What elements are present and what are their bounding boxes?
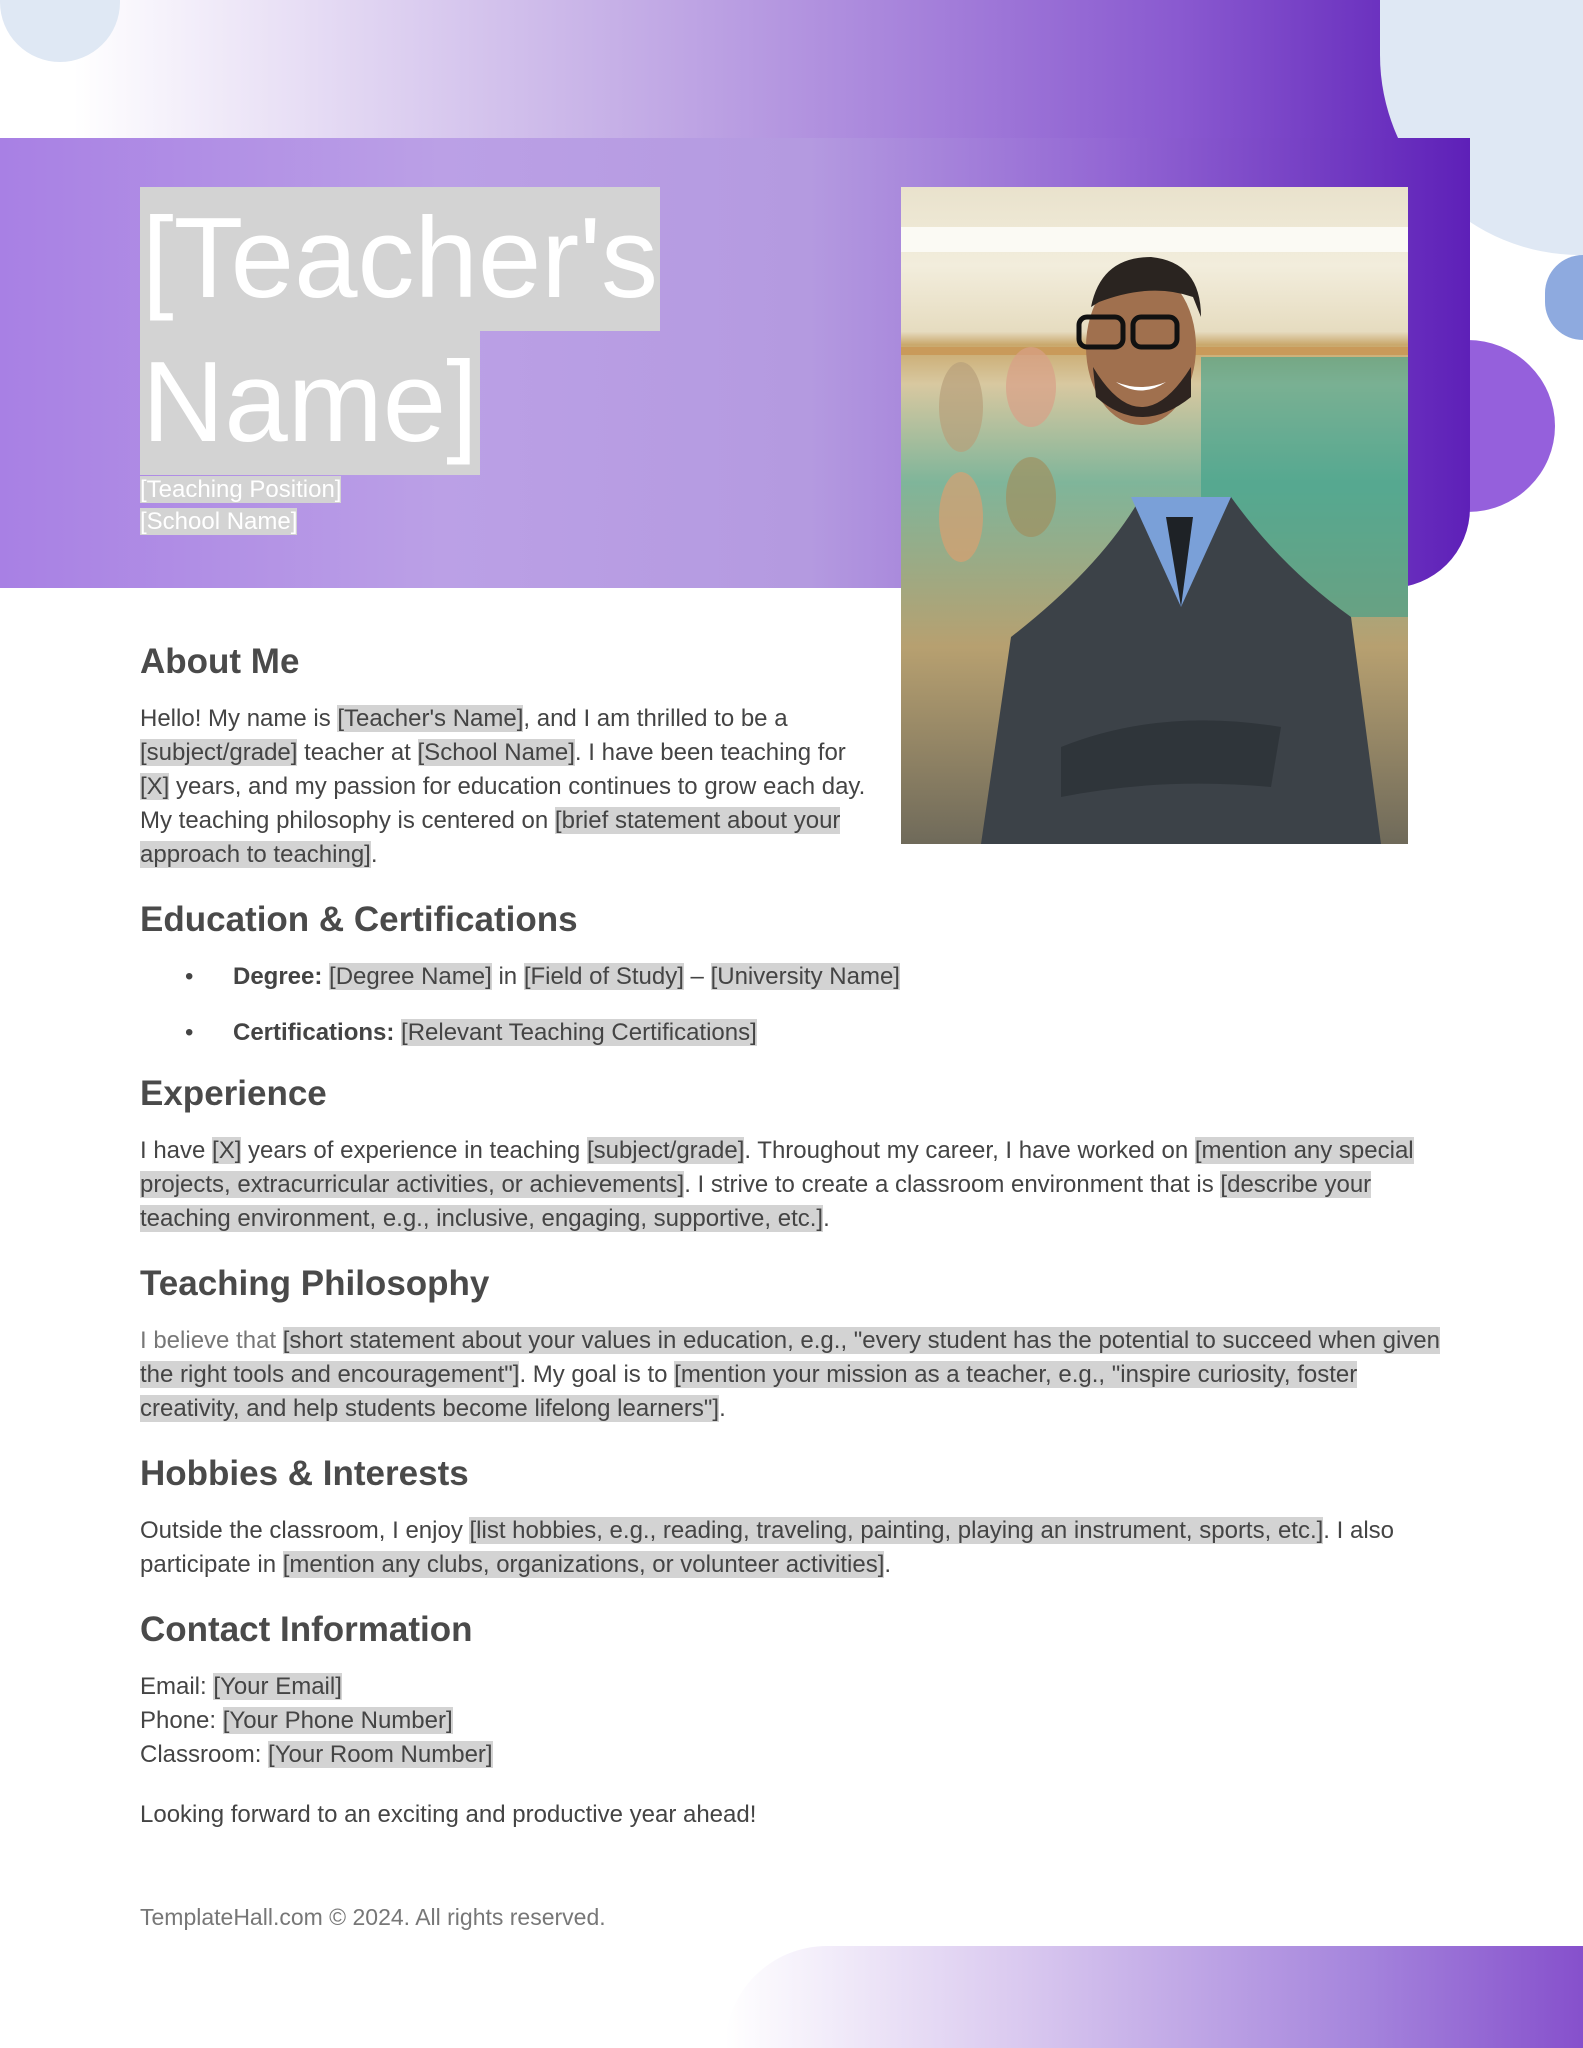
list-item	[140, 1016, 1440, 1050]
text: , and I am thrilled to be a	[523, 705, 788, 732]
text: I believe that	[140, 1327, 283, 1354]
text: . My goal is to	[519, 1361, 675, 1388]
contact-lines	[140, 1670, 1440, 1772]
header-gradient-top	[0, 0, 1470, 140]
list-item	[140, 960, 1440, 994]
teaching-position: [Teaching Position]	[140, 476, 342, 503]
placeholder: [Relevant Teaching Certifications]	[401, 1019, 757, 1046]
contact-heading: Contact Information	[140, 1610, 473, 1649]
placeholder: [subject/grade]	[140, 739, 298, 766]
experience-section	[140, 1072, 1440, 1236]
text: Outside the classroom, I enjoy	[140, 1517, 470, 1544]
text: .	[884, 1551, 892, 1578]
school-name: [School Name]	[140, 508, 298, 535]
label: Certifications:	[233, 1019, 395, 1046]
text: . Throughout my career, I have worked on	[744, 1137, 1195, 1164]
hobbies-section	[140, 1452, 1440, 1582]
education-section	[140, 898, 1440, 1050]
teacher-name-title	[140, 187, 660, 475]
text: I have	[140, 1137, 213, 1164]
text: . I strive to create a classroom environment that is	[684, 1171, 1221, 1198]
philosophy-paragraph	[140, 1324, 1440, 1426]
placeholder: [list hobbies, e.g., reading, traveling, painting, playing an instrument, sports, etc.]	[469, 1517, 1324, 1544]
text: teacher at	[297, 739, 418, 766]
placeholder: [X]	[212, 1137, 242, 1164]
document-body	[140, 640, 1440, 1858]
subtitle	[140, 474, 341, 538]
phone-placeholder: [Your Phone Number]	[222, 1707, 453, 1734]
text: years of experience in teaching	[241, 1137, 587, 1164]
hobbies-heading: Hobbies & Interests	[140, 1454, 469, 1493]
decor-circle	[1545, 255, 1583, 340]
experience-paragraph	[140, 1134, 1440, 1236]
placeholder: [mention your mission as a teacher, e.g., "inspire curiosity, foster creativity, and help students become lifelong learners"]	[140, 1361, 1358, 1422]
about-heading: About Me	[140, 642, 300, 681]
text: Hello! My name is	[140, 705, 338, 732]
name-line-2: Name]	[140, 331, 480, 475]
text: –	[683, 963, 711, 990]
label: Phone:	[140, 1707, 223, 1734]
placeholder: [X]	[140, 773, 170, 800]
text: .	[823, 1205, 830, 1232]
placeholder: [Field of Study]	[523, 963, 684, 990]
about-paragraph	[140, 702, 870, 872]
text: .	[370, 841, 378, 868]
philosophy-section	[140, 1262, 1440, 1426]
experience-heading: Experience	[140, 1074, 327, 1113]
footer-gradient	[725, 1946, 1583, 2048]
placeholder: [Degree Name]	[329, 963, 492, 990]
name-line-1: [Teacher's	[140, 187, 660, 331]
education-heading: Education & Certifications	[140, 900, 578, 939]
placeholder: [subject/grade]	[586, 1137, 745, 1164]
about-section	[140, 640, 870, 872]
footer-copyright: TemplateHall.com © 2024. All rights reserved.	[140, 1904, 606, 1930]
email-placeholder: [Your Email]	[213, 1673, 342, 1700]
philosophy-heading: Teaching Philosophy	[140, 1264, 490, 1303]
placeholder: [University Name]	[710, 963, 900, 990]
label: Degree:	[233, 963, 323, 990]
text: . I also participate in	[140, 1517, 1394, 1578]
placeholder: [School Name]	[417, 739, 575, 766]
placeholder: [Teacher's Name]	[337, 705, 524, 732]
placeholder: [mention any clubs, organizations, or volunteer activities]	[282, 1551, 885, 1578]
room-placeholder: [Your Room Number]	[268, 1741, 493, 1768]
placeholder: [mention any special projects, extracurricular activities, or achievements]	[140, 1137, 1414, 1198]
contact-section	[140, 1608, 1440, 1832]
text: . I have been teaching for	[574, 739, 846, 766]
text: in	[491, 963, 524, 990]
label: Classroom:	[140, 1741, 269, 1768]
closing-line: Looking forward to an exciting and productive year ahead!	[140, 1801, 757, 1828]
placeholder: [describe your teaching environment, e.g., inclusive, engaging, supportive, etc.]	[140, 1171, 1372, 1232]
placeholder: [brief statement about your approach to teaching]	[140, 807, 841, 868]
text: years, and my passion for education continues to grow each day. My teaching philosophy is centered on	[140, 773, 866, 834]
text: .	[719, 1395, 726, 1422]
education-list	[140, 960, 1440, 1050]
placeholder: [short statement about your values in education, e.g., "every student has the potential to succeed when given the right tools and encouragement"]	[140, 1327, 1441, 1388]
label: Email:	[140, 1673, 214, 1700]
hobbies-paragraph	[140, 1514, 1440, 1582]
